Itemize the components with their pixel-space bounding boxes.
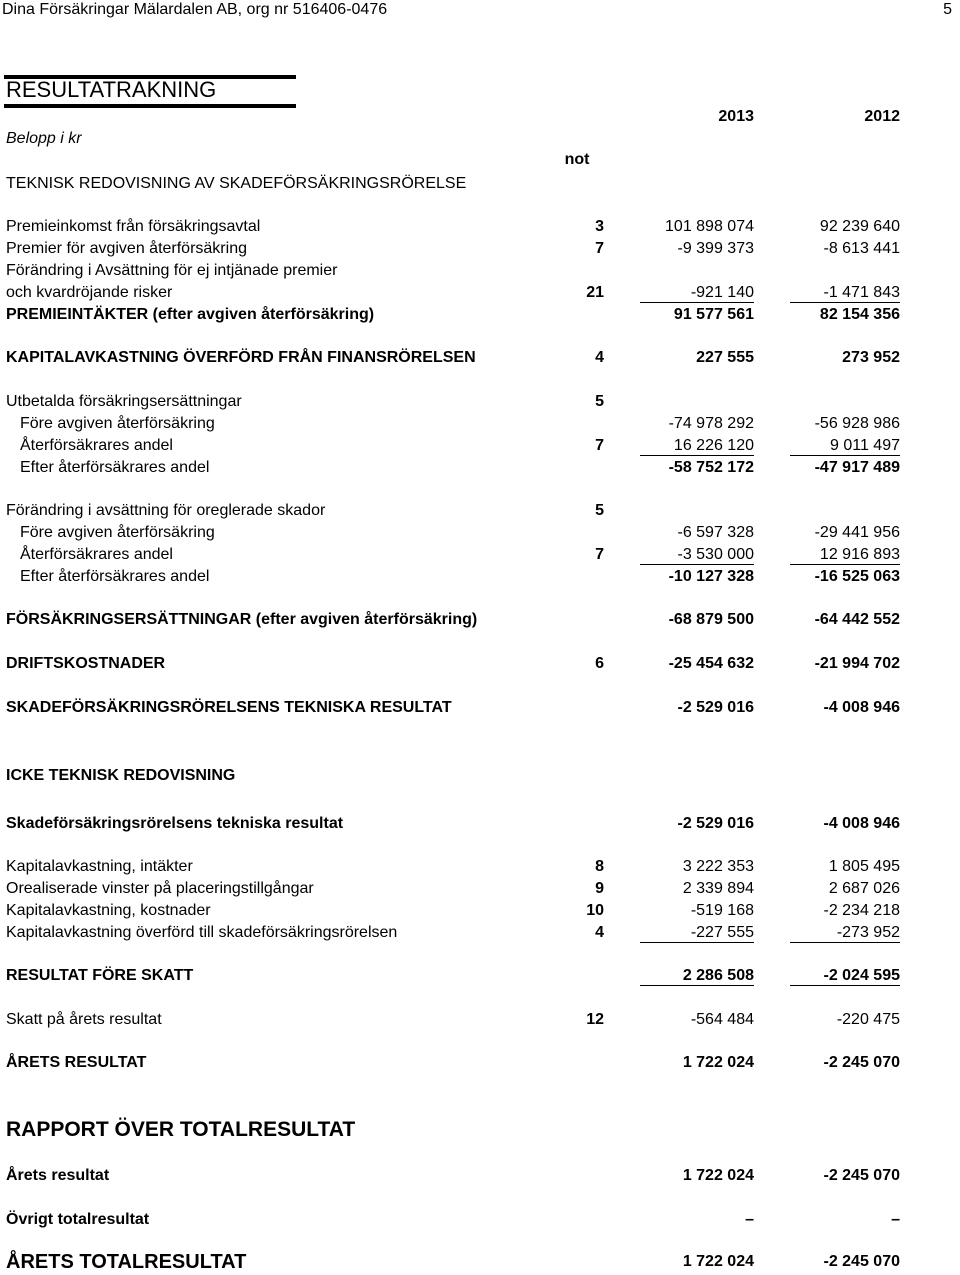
row-value-2012: -64 442 552 [814, 611, 900, 628]
row-label: Efter återförsäkrares andel [20, 568, 210, 585]
row-value-2013: 3 222 353 [682, 858, 754, 875]
table-row [0, 500, 960, 522]
row-value-2012: -21 994 702 [814, 655, 900, 672]
row-value-2013: -6 597 328 [677, 524, 754, 541]
row-label: KAPITALAVKASTNING ÖVERFÖRD FRÅN FINANSRÖRELSEN [6, 349, 476, 366]
row-value-2012: 12 916 893 [790, 544, 900, 565]
row-label: FÖRSÄKRINGSERSÄTTNINGAR (efter avgiven återförsäkring) [6, 611, 478, 628]
row-label: Årets resultat [6, 1167, 110, 1184]
row-value-2013: -519 168 [690, 902, 754, 919]
row-value-2013: -2 529 016 [677, 699, 754, 716]
row-value-2012: -2 245 070 [823, 1054, 900, 1071]
row-value-2013: -2 529 016 [677, 815, 754, 832]
table-row [0, 347, 960, 369]
row-note: 8 [595, 858, 604, 875]
row-note: 6 [595, 655, 604, 672]
table-row [0, 878, 960, 900]
title-rule-bottom [4, 104, 296, 108]
row-note: 12 [586, 1011, 604, 1028]
row-value-2013: – [745, 1211, 754, 1228]
table-row [0, 1209, 960, 1231]
row-note: 7 [595, 546, 604, 563]
table-row [0, 282, 960, 304]
row-value-2012: -8 613 441 [823, 240, 900, 257]
row-note: 3 [595, 218, 604, 235]
row-value-2012: – [891, 1211, 900, 1228]
row-value-2012: -29 441 956 [814, 524, 900, 541]
note-column-header: not [564, 151, 590, 168]
row-value-2013: -3 530 000 [640, 544, 754, 565]
year-2013-header: 2013 [718, 108, 754, 125]
totalresultat-title: RAPPORT ÖVER TOTALRESULTAT [6, 1118, 356, 1141]
row-value-2013: -9 399 373 [677, 240, 754, 257]
table-row [0, 391, 960, 413]
company-header: Dina Försäkringar Mälardalen AB, org nr 516406-0476 [2, 1, 388, 18]
row-note: 9 [595, 880, 604, 897]
row-value-2013: 1 722 024 [682, 1253, 754, 1270]
row-label: Premier för avgiven återförsäkring [6, 240, 247, 257]
table-row [0, 304, 960, 326]
row-note: 4 [595, 349, 604, 366]
amount-unit-label: Belopp i kr [6, 130, 82, 147]
row-value-2012: 273 952 [842, 349, 900, 366]
row-label: Återförsäkrares andel [20, 437, 173, 454]
row-label: ICKE TEKNISK REDOVISNING [6, 767, 236, 784]
row-note: 21 [586, 284, 604, 301]
row-label: och kvardröjande risker [6, 284, 173, 301]
year-2012-header: 2012 [864, 108, 900, 125]
row-value-2013: 101 898 074 [665, 218, 754, 235]
row-label: Förändring i Avsättning för ej intjänade premier [6, 262, 338, 279]
row-label: Förändring i avsättning för oreglerade skador [6, 502, 326, 519]
row-note: 7 [595, 240, 604, 257]
row-note: 5 [595, 393, 604, 410]
row-value-2012: -2 024 595 [790, 965, 900, 986]
row-label: SKADEFÖRSÄKRINGSRÖRELSENS TEKNISKA RESULTAT [6, 699, 452, 716]
row-label: Utbetalda försäkringsersättningar [6, 393, 242, 410]
row-value-2012: -4 008 946 [823, 815, 900, 832]
row-value-2013: 1 722 024 [682, 1167, 754, 1184]
row-value-2013: -25 454 632 [668, 655, 754, 672]
row-label: RESULTAT FÖRE SKATT [6, 967, 194, 984]
row-value-2013: -921 140 [640, 282, 754, 303]
row-note: 4 [595, 924, 604, 941]
row-label: ÅRETS TOTALRESULTAT [6, 1251, 247, 1273]
row-value-2012: -2 245 070 [823, 1253, 900, 1270]
row-value-2012: 9 011 497 [790, 435, 900, 456]
row-value-2013: -58 752 172 [668, 459, 754, 476]
row-note: 5 [595, 502, 604, 519]
row-value-2013: -564 484 [690, 1011, 754, 1028]
row-value-2012: -2 234 218 [823, 902, 900, 919]
row-value-2013: 1 722 024 [682, 1054, 754, 1071]
row-value-2012: -220 475 [836, 1011, 900, 1028]
table-row [0, 965, 960, 987]
row-value-2012: 1 805 495 [828, 858, 900, 875]
row-label: Skadeförsäkringsrörelsens tekniska resultat [6, 815, 344, 832]
table-row [0, 609, 960, 631]
row-value-2012: -273 952 [790, 922, 900, 943]
table-row [0, 435, 960, 457]
row-value-2012: 2 687 026 [828, 880, 900, 897]
table-row [0, 856, 960, 878]
section-heading-teknisk [0, 173, 960, 195]
table-row [0, 697, 960, 719]
table-row [0, 1009, 960, 1031]
row-label: Skatt på årets resultat [6, 1011, 162, 1028]
table-row [0, 653, 960, 675]
row-value-2012: 82 154 356 [819, 306, 900, 323]
row-value-2013: 2 339 894 [682, 880, 754, 897]
report-title: RESULTATRAKNING [6, 77, 217, 102]
table-row [0, 1052, 960, 1074]
row-value-2013: 2 286 508 [640, 965, 754, 986]
row-label: Kapitalavkastning, intäkter [6, 858, 193, 875]
table-row [0, 216, 960, 238]
page-number: 5 [943, 1, 952, 18]
row-label: Före avgiven återförsäkring [20, 415, 215, 432]
table-row [0, 922, 960, 944]
row-label: Övrigt totalresultat [6, 1211, 150, 1228]
row-label: ÅRETS RESULTAT [6, 1054, 147, 1071]
table-row [0, 457, 960, 479]
row-label: TEKNISK REDOVISNING AV SKADEFÖRSÄKRINGSRÖRELSE [6, 175, 467, 192]
table-row [0, 522, 960, 544]
table-row [0, 413, 960, 435]
row-value-2012: -2 245 070 [823, 1167, 900, 1184]
table-row [0, 566, 960, 588]
section-heading-icke-teknisk [0, 765, 960, 787]
row-note: 7 [595, 437, 604, 454]
row-value-2013: -68 879 500 [668, 611, 754, 628]
row-value-2013: -74 978 292 [668, 415, 754, 432]
row-label: Återförsäkrares andel [20, 546, 173, 563]
row-value-2012: 92 239 640 [819, 218, 900, 235]
table-row [0, 260, 960, 282]
row-label: Efter återförsäkrares andel [20, 459, 210, 476]
table-row [0, 544, 960, 566]
row-value-2013: 16 226 120 [640, 435, 754, 456]
table-row [0, 813, 960, 835]
row-label: Före avgiven återförsäkring [20, 524, 215, 541]
table-row [0, 1249, 960, 1275]
row-label: Premieinkomst från försäkringsavtal [6, 218, 261, 235]
row-value-2012: -1 471 843 [790, 282, 900, 303]
row-value-2013: 91 577 561 [673, 306, 754, 323]
row-value-2012: -47 917 489 [814, 459, 900, 476]
row-label: DRIFTSKOSTNADER [6, 655, 166, 672]
row-label: Orealiserade vinster på placeringstillgångar [6, 880, 314, 897]
table-row [0, 238, 960, 260]
row-note: 10 [586, 902, 604, 919]
row-label: PREMIEINTÄKTER (efter avgiven återförsäkring) [6, 306, 375, 323]
row-label: Kapitalavkastning, kostnader [6, 902, 211, 919]
row-value-2012: -56 928 986 [814, 415, 900, 432]
row-value-2013: -10 127 328 [668, 568, 754, 585]
row-value-2013: 227 555 [696, 349, 754, 366]
table-row [0, 900, 960, 922]
row-value-2013: -227 555 [640, 922, 754, 943]
table-row [0, 1165, 960, 1187]
row-label: Kapitalavkastning överförd till skadeförsäkringsrörelsen [6, 924, 398, 941]
row-value-2012: -4 008 946 [823, 699, 900, 716]
row-value-2012: -16 525 063 [814, 568, 900, 585]
